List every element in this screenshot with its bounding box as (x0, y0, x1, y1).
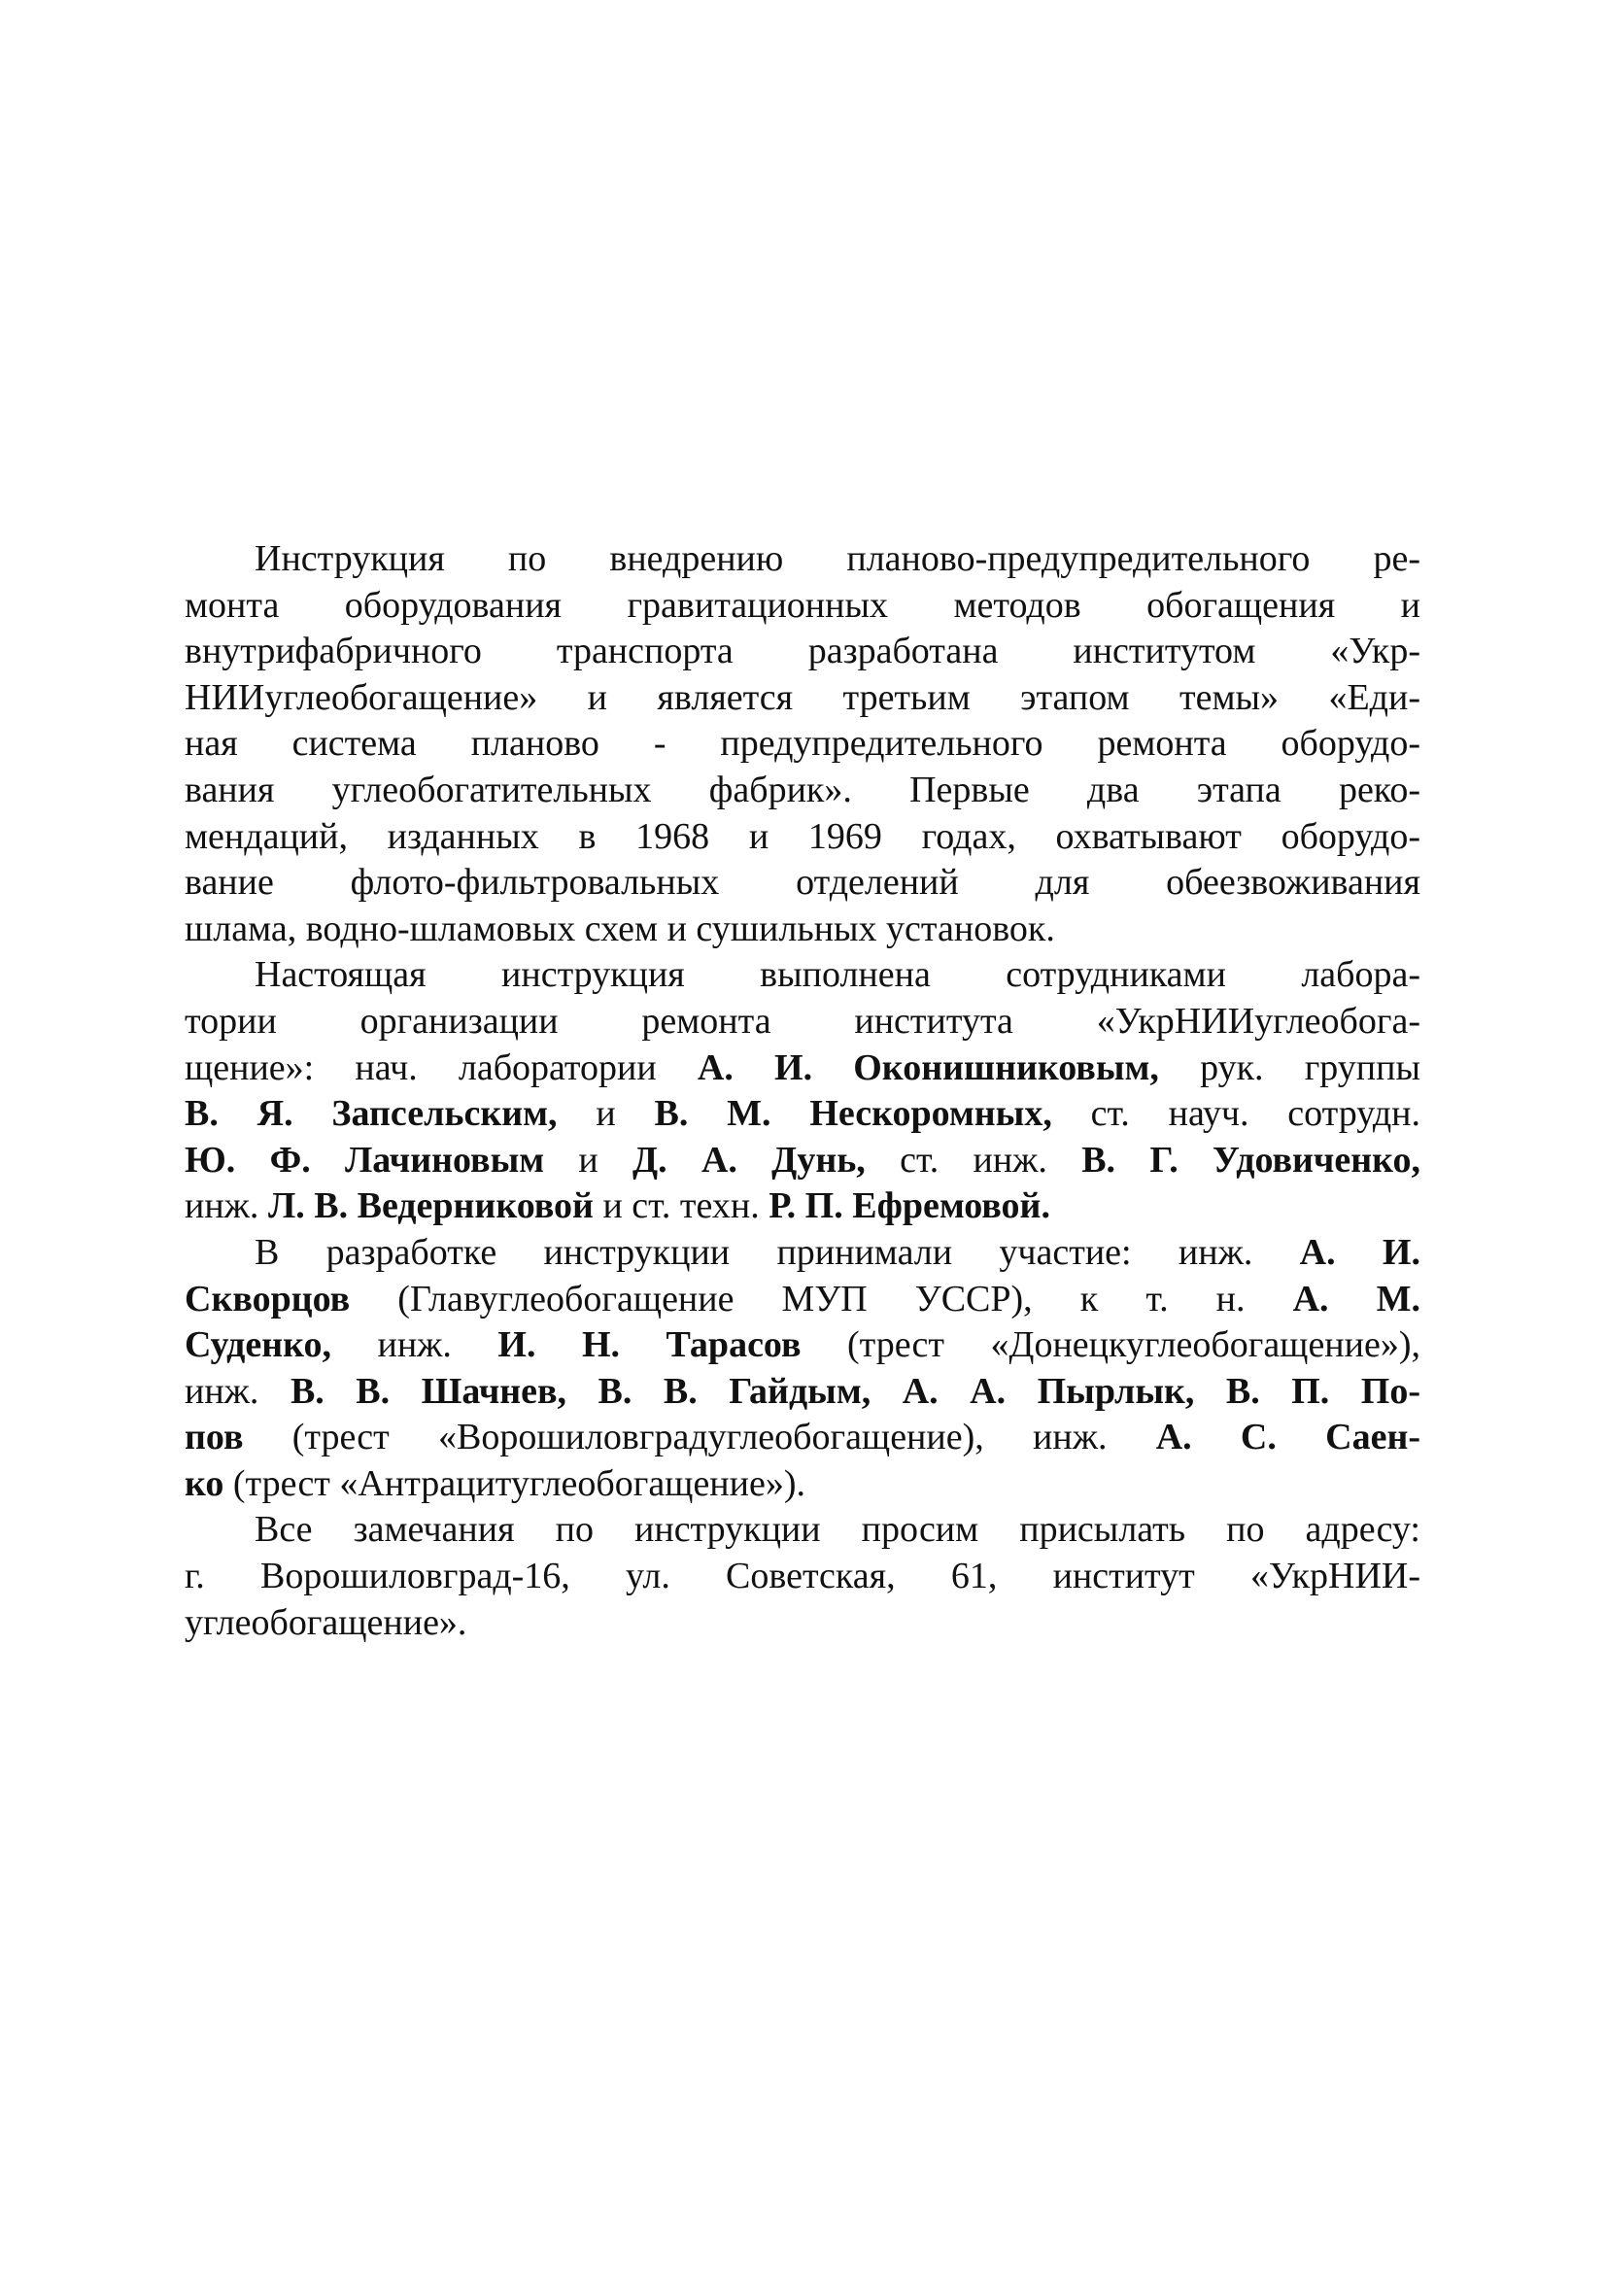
line-text: В разработке инструкции принимали участие: инж. (255, 1231, 1300, 1273)
text-line (185, 952, 1420, 999)
bold-name-text: Л. В. Ведерниковой (267, 1185, 594, 1227)
document-body (185, 536, 1420, 1646)
line-text: (Главуглеобогащение МУП УССР), к т. н. (350, 1278, 1293, 1319)
line-text: внутрифабричного транспорта разработана институтом «Укр- (185, 631, 1420, 672)
bold-name-text: А. И. (1299, 1231, 1420, 1273)
line-text: рук. группы (1158, 1046, 1421, 1088)
paragraph-1 (185, 536, 1420, 952)
bold-name-text: Р. П. Ефремовой. (769, 1185, 1050, 1227)
bold-name-text: пов (185, 1417, 244, 1458)
text-line (185, 675, 1420, 722)
line-text: ст. инж. (865, 1139, 1082, 1181)
text-line (185, 1183, 1420, 1230)
bold-name-text: В. В. Шачнев, В. В. Гайдым, А. А. Пырлык, В. П. По- (290, 1370, 1421, 1412)
text-line (185, 814, 1420, 861)
line-text: инж. (330, 1324, 498, 1366)
text-line (185, 536, 1420, 583)
line-text: тории организации ремонта института «УкрНИИуглеобога- (185, 1000, 1420, 1042)
line-text: г. Ворошиловград-16, ул. Советская, 61, институт «УкрНИИ- (185, 1556, 1420, 1597)
text-line (185, 1554, 1420, 1600)
line-text: Настоящая инструкция выполнена сотрудниками лабора- (255, 954, 1420, 996)
bold-name-text: Суденко, (185, 1324, 331, 1366)
line-text: (трест «Ворошиловградуглеобогащение), инж. (243, 1417, 1156, 1458)
line-text: мендаций, изданных в 1968 и 1969 годах, охватывают оборудо- (185, 815, 1420, 857)
line-text: ст. науч. сотрудн. (1051, 1093, 1421, 1135)
line-text: и (557, 1093, 655, 1135)
line-text: Все замечания по инструкции просим присылать по адресу: (255, 1509, 1420, 1551)
line-text: щение»: нач. лаборатории (185, 1046, 698, 1088)
text-line (185, 1091, 1420, 1138)
text-line (185, 1138, 1420, 1184)
text-line (185, 1415, 1420, 1461)
bold-name-text: И. Н. Тарасов (497, 1324, 802, 1366)
text-line (185, 907, 1420, 953)
bold-name-text: А. С. Саен- (1155, 1417, 1420, 1458)
bold-name-text: Скворцов (185, 1278, 351, 1319)
line-text: углеобогащение». (185, 1601, 467, 1643)
text-line (185, 999, 1420, 1045)
text-line (185, 583, 1420, 630)
bold-name-text: Ю. Ф. Лачиновым (185, 1139, 545, 1181)
line-text: и ст. техн. (593, 1185, 769, 1227)
bold-name-text: А. М. (1292, 1278, 1420, 1319)
text-line (185, 768, 1420, 814)
line-text: инж. (185, 1185, 268, 1227)
bold-name-text: В. Г. Удовиченко, (1081, 1139, 1421, 1181)
text-line (185, 1369, 1420, 1416)
bold-name-text: В. Я. Запсельским, (185, 1093, 558, 1135)
line-text: ная система планово - предупредительного ремонта оборудо- (185, 723, 1420, 765)
text-line (185, 1277, 1420, 1323)
line-text: НИИуглеобогащение» и является третьим этапом темы» «Еди- (185, 676, 1420, 718)
text-line (185, 1461, 1420, 1508)
text-line (185, 1322, 1420, 1369)
line-text: шлама, водно-шламовых схем и сушильных установок. (185, 908, 1055, 949)
line-text: Инструкция по внедрению планово-предупредительного ре- (255, 538, 1420, 579)
bold-name-text: В. М. Нескоромных, (654, 1093, 1052, 1135)
paragraph-4 (185, 1507, 1420, 1646)
text-line (185, 1230, 1420, 1277)
text-line (185, 1045, 1420, 1092)
text-line (185, 860, 1420, 907)
text-line (185, 1600, 1420, 1647)
paragraph-2 (185, 952, 1420, 1230)
text-line (185, 1507, 1420, 1554)
text-line (185, 629, 1420, 675)
line-text: монта оборудования гравитационных методов обогащения и (185, 584, 1420, 626)
line-text: инж. (185, 1370, 290, 1412)
line-text: (трест «Антрацитуглеобогащение»). (223, 1462, 805, 1504)
bold-name-text: ко (185, 1462, 224, 1504)
bold-name-text: А. И. Оконишниковым, (697, 1046, 1159, 1088)
line-text: вание флото-фильтровальных отделений для обеезвоживания (185, 862, 1420, 904)
paragraph-3 (185, 1230, 1420, 1508)
bold-name-text: Д. А. Дунь, (632, 1139, 866, 1181)
line-text: вания углеобогатительных фабрик». Первые два этапа реко- (185, 769, 1420, 810)
text-line (185, 721, 1420, 768)
line-text: и (544, 1139, 633, 1181)
line-text: (трест «Донецкуглеобогащение»), (801, 1324, 1420, 1366)
